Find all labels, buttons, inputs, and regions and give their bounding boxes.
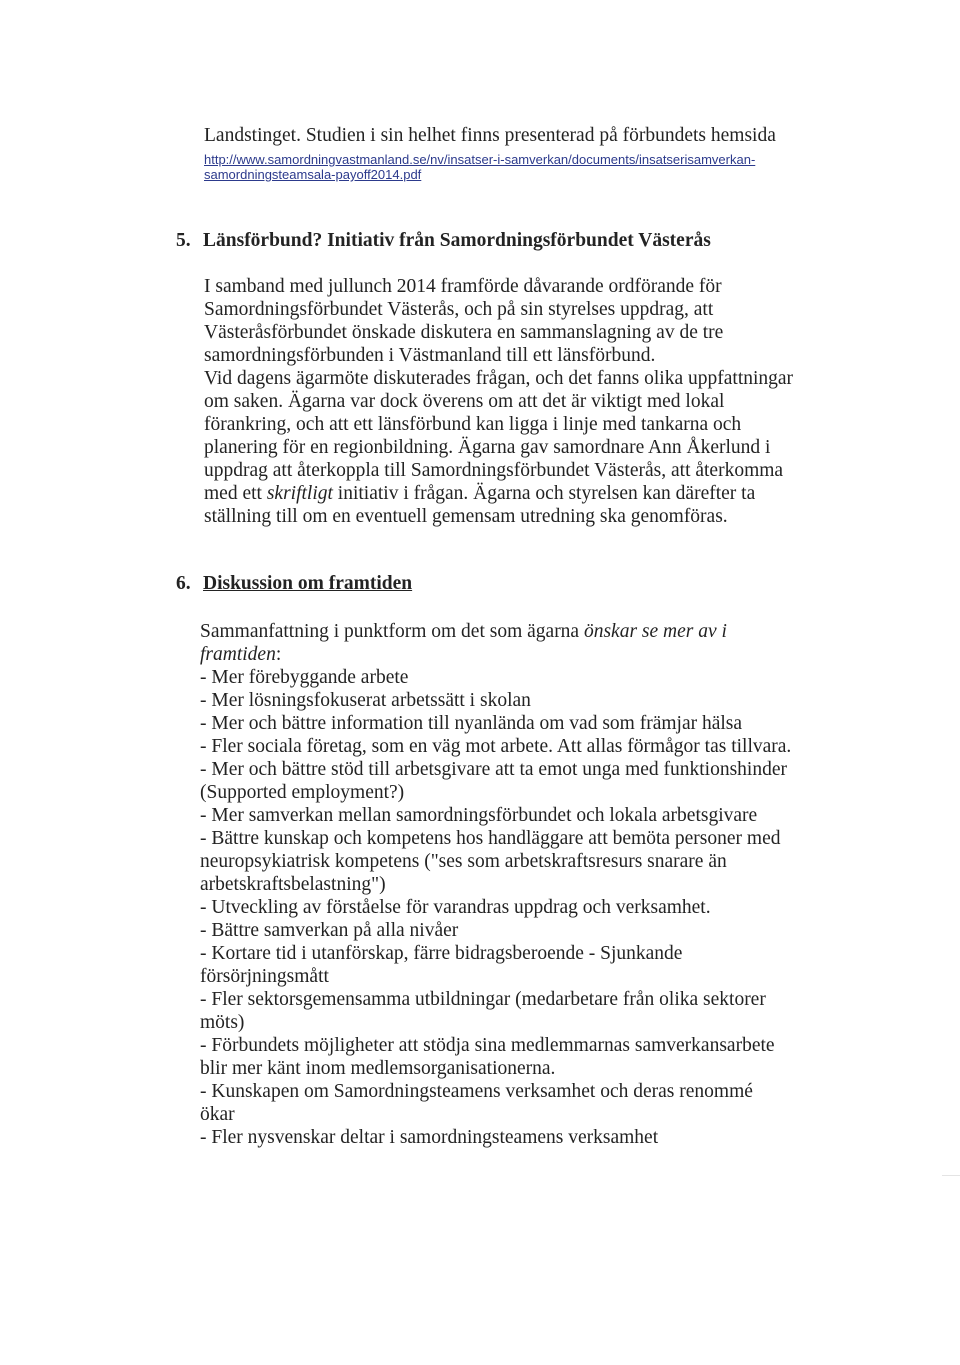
bullet-line: - Fler sociala företag, som en väg mot arbete. Att allas förmågor tas tillvara. <box>200 736 792 757</box>
section-6-number: 6. <box>176 573 191 594</box>
bullet-line: - Mer och bättre stöd till arbetsgivare att ta emot unga med funktionshinder <box>200 759 787 780</box>
section-6-title: Diskussion om framtiden <box>203 573 413 594</box>
section-6-summary-continued <box>200 643 281 666</box>
section-5-title-part2: Initiativ från Samordningsförbundet Västerås <box>322 230 711 251</box>
bullet-line: möts) <box>200 1012 245 1033</box>
summary-text: Sammanfattning i punktform om det som ägarna <box>200 621 584 642</box>
bullet-line: - Förbundets möjligheter att stödja sina medlemmarnas samverkansarbete <box>200 1035 775 1056</box>
bullet-line: försörjningsmått <box>200 966 329 987</box>
bullet-line: - Mer och bättre information till nyanlända om vad som främjar hälsa <box>200 713 743 734</box>
bullet-line: - Mer lösningsfokuserat arbetssätt i skolan <box>200 690 531 711</box>
line-text: initiativ i frågan. Ägarna och styrelsen kan därefter ta <box>332 483 756 504</box>
bullet-line: - Utveckling av förståelse för varandras uppdrag och verksamhet. <box>200 897 711 918</box>
bullet-line: - Bättre samverkan på alla nivåer <box>200 920 459 941</box>
section-6-summary <box>200 620 727 643</box>
intro-text: Landstinget. Studien i sin helhet finns presenterad på förbundets hemsida <box>204 125 776 146</box>
bullet-line: neuropsykiatrisk kompetens ("ses som arbetskraftsresurs snarare än <box>200 851 727 872</box>
section-5-number: 5. <box>176 230 191 251</box>
bullet-line: (Supported employment?) <box>200 782 405 803</box>
bullet-line: - Kortare tid i utanförskap, färre bidragsberoende - Sjunkande <box>200 943 683 964</box>
bullet-line: - Mer samverkan mellan samordningsförbundet och lokala arbetsgivare <box>200 805 758 826</box>
bullet-line: - Mer förebyggande arbete <box>200 667 409 688</box>
summary-colon: : <box>275 644 282 665</box>
bullet-line: ökar <box>200 1104 235 1125</box>
section-5-line: Vid dagens ägarmöte diskuterades frågan, och det fanns olika uppfattningar <box>204 368 794 389</box>
document-link[interactable]: http://www.samordningvastmanland.se/nv/insatser-i-samverkan/documents/insatserisamverkan- <box>204 152 756 167</box>
section-5-title <box>203 229 711 252</box>
section-5-line-with-italic <box>204 482 755 505</box>
line-text: med ett <box>204 483 267 504</box>
summary-emphasis: önskar se mer av i <box>583 621 727 642</box>
section-5-line: I samband med jullunch 2014 framförde dåvarande ordförande för <box>204 276 722 297</box>
bullet-line: - Fler sektorsgemensamma utbildningar (medarbetare från olika sektorer <box>200 989 766 1010</box>
bullet-line: - Kunskapen om Samordningsteamens verksamhet och deras renommé <box>200 1081 753 1102</box>
section-5-line: Samordningsförbundet Västerås, och på sin styrelses uppdrag, att <box>204 299 714 320</box>
section-5-line: samordningsförbunden i Västmanland till ett länsförbund. <box>204 345 656 366</box>
document-link-continued[interactable]: samordningsteamsala-payoff2014.pdf <box>204 167 422 182</box>
section-5-line: Västeråsförbundet önskade diskutera en sammanslagning av de tre <box>204 322 724 343</box>
section-5-line: uppdrag att återkoppla till Samordningsförbundet Västerås, att återkomma <box>204 460 784 481</box>
bullet-line: - Fler nysvenskar deltar i samordningsteamens verksamhet <box>200 1127 659 1148</box>
scan-edge-mark <box>942 1175 960 1176</box>
section-5-title-part1: Länsförbund? <box>203 230 323 251</box>
bullet-line: arbetskraftsbelastning") <box>200 874 386 895</box>
summary-emphasis: framtiden <box>200 644 276 665</box>
emphasis-text: skriftligt <box>266 483 333 504</box>
bullet-line: - Bättre kunskap och kompetens hos handläggare att bemöta personer med <box>200 828 781 849</box>
section-5-line: om saken. Ägarna var dock överens om att det är viktigt med lokal <box>204 391 725 412</box>
section-5-line: förankring, och att ett länsförbund kan ligga i linje med tankarna och <box>204 414 742 435</box>
section-5-line: planering för en regionbildning. Ägarna gav samordnare Ann Åkerlund i <box>204 437 771 458</box>
section-5-line: ställning till om en eventuell gemensam utredning ska genomföras. <box>204 506 728 527</box>
bullet-line: blir mer känt inom medlemsorganisationerna. <box>200 1058 556 1079</box>
